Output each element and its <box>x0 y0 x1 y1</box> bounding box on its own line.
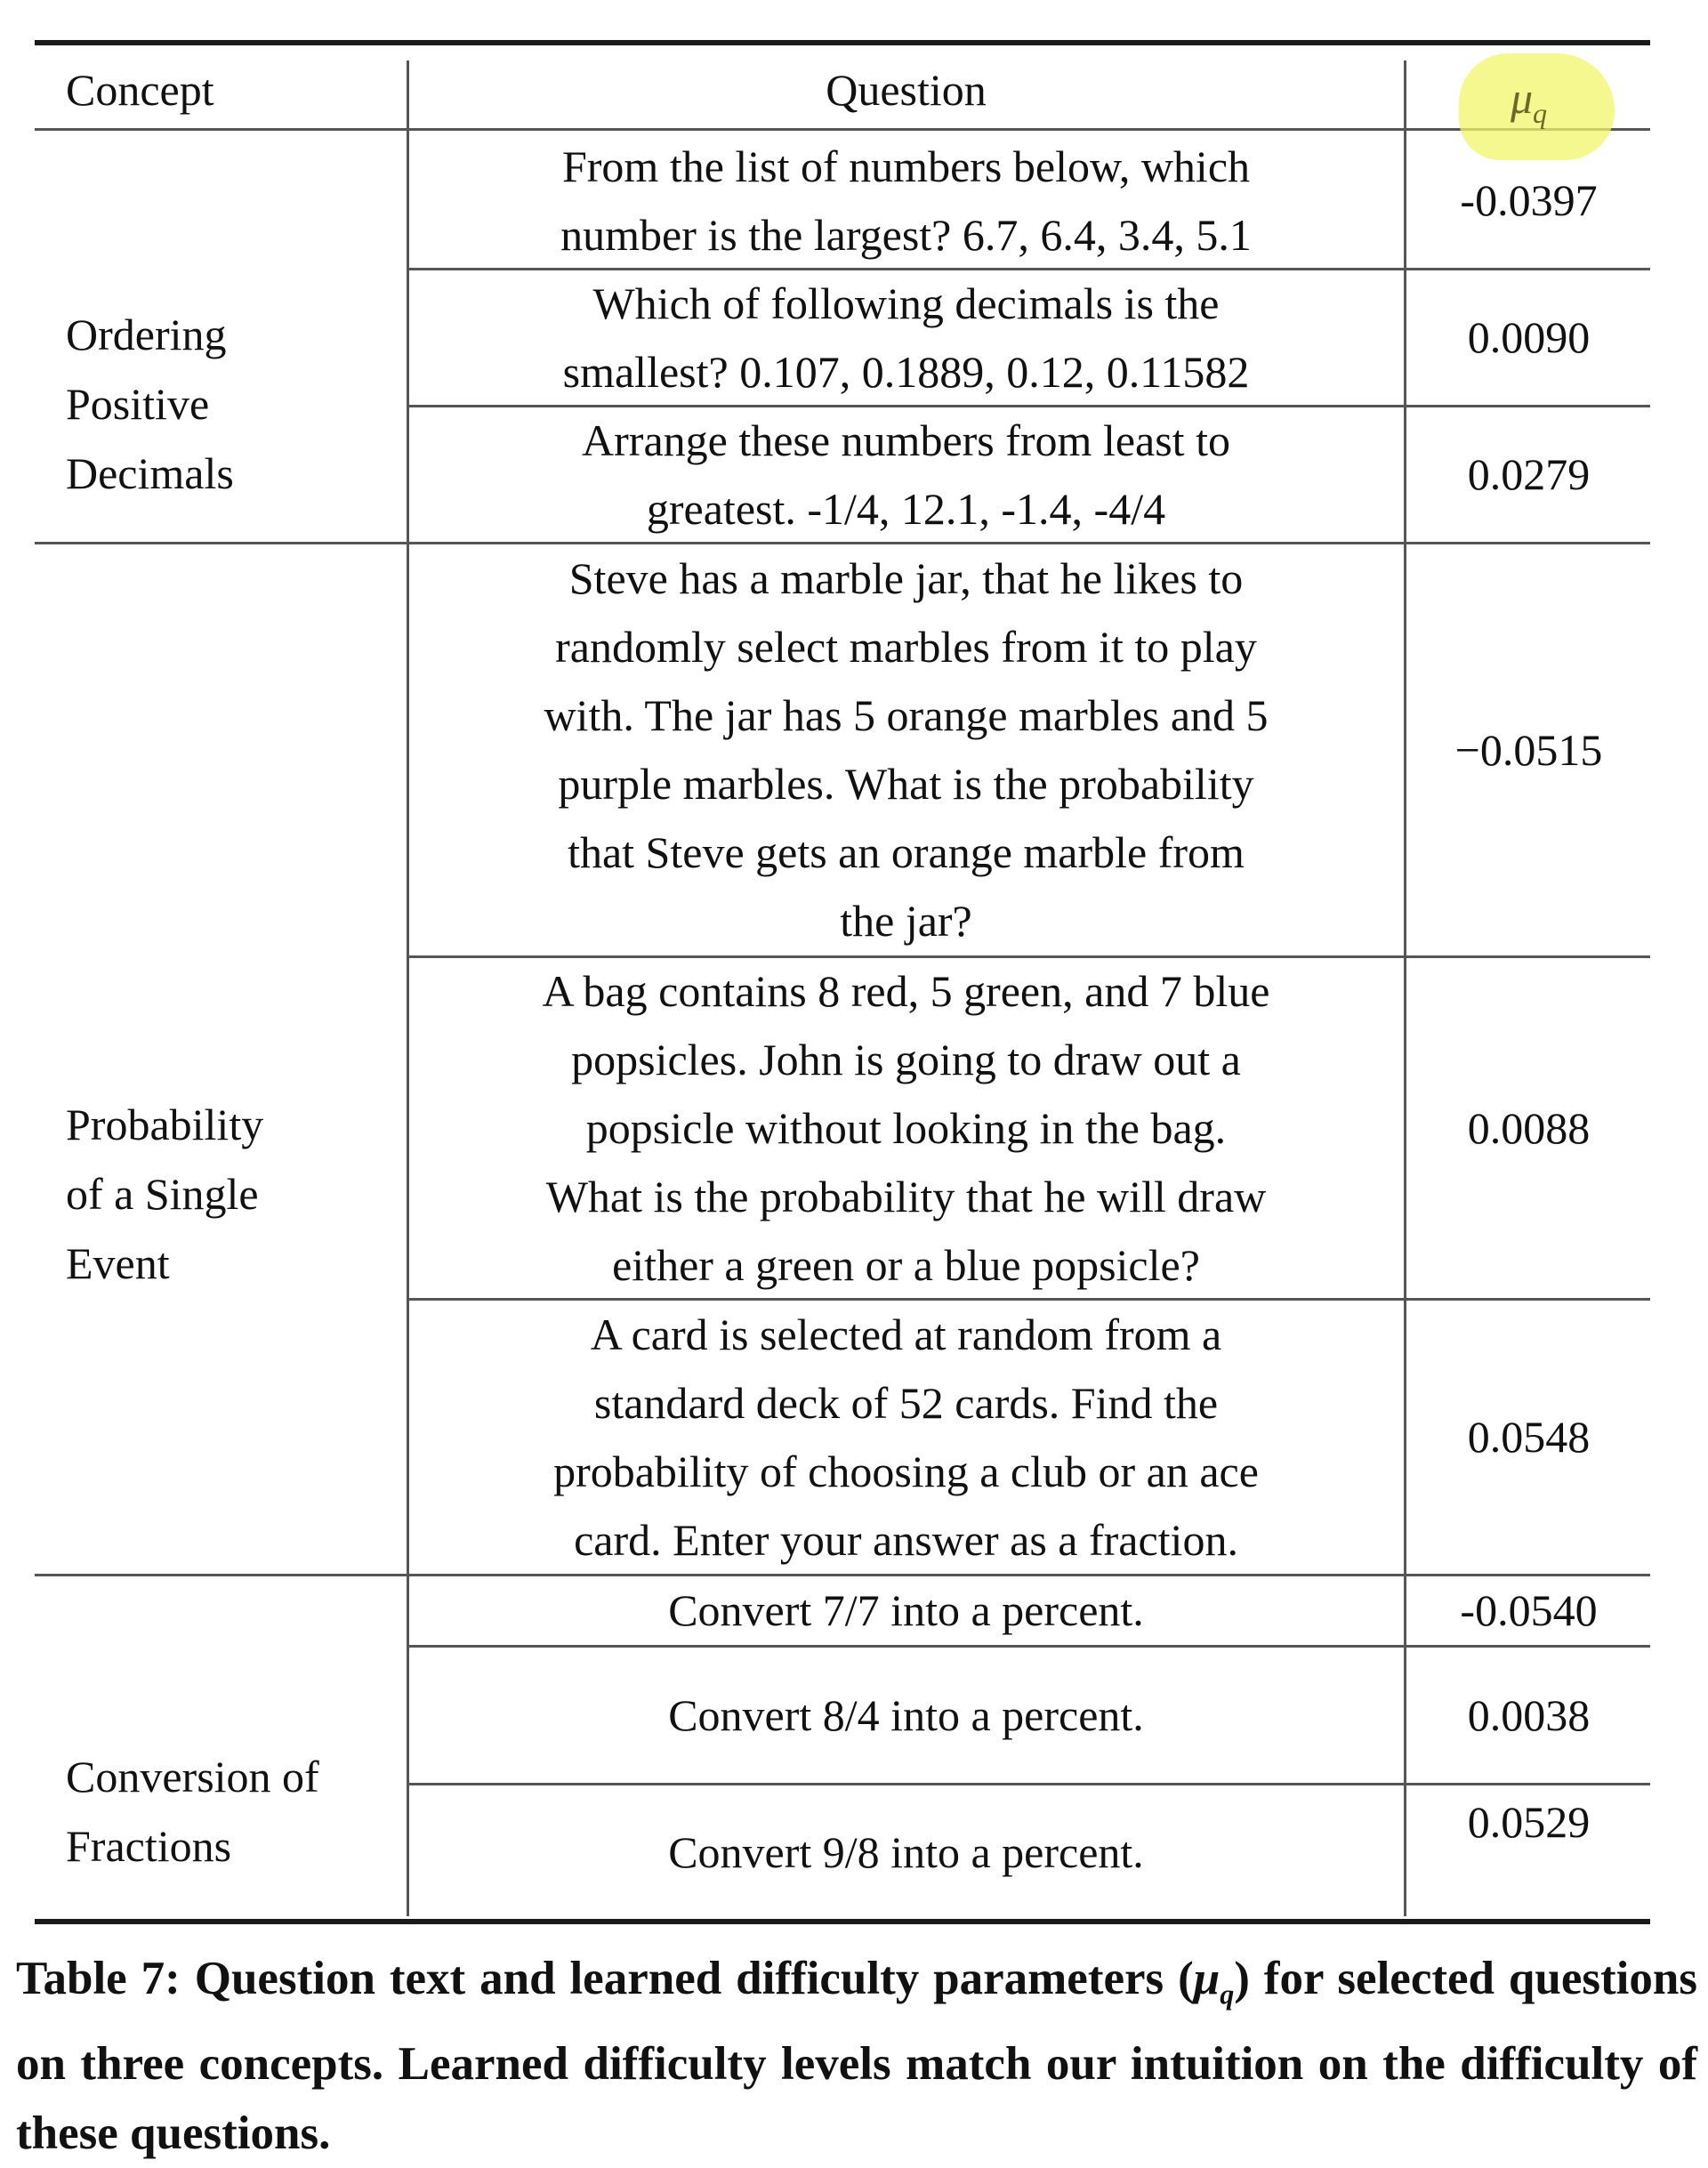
question-cell <box>410 1648 1402 1783</box>
question-line: popsicles. John is going to draw out a <box>571 1034 1241 1084</box>
question-line: Which of following decimals is the <box>592 278 1220 328</box>
question-line: probability of choosing a club or an ace <box>553 1446 1259 1496</box>
mu-symbol: μ <box>1510 73 1534 123</box>
caption-mu-q <box>1193 1953 1235 2011</box>
question-line: From the list of numbers below, which <box>561 141 1251 191</box>
column-divider <box>407 60 409 1916</box>
question-line: smallest? 0.107, 0.1889, 0.12, 0.11582 <box>562 346 1250 397</box>
question-cell <box>410 1301 1402 1574</box>
column-divider <box>1404 60 1406 1916</box>
mu-value: 0.0279 <box>1467 449 1591 499</box>
mu-subscript: q <box>1533 97 1548 129</box>
mu-value: 0.0090 <box>1467 312 1591 362</box>
question-cell <box>410 958 1402 1298</box>
top-rule <box>35 40 1650 45</box>
question-line: that Steve gets an orange marble from <box>568 827 1245 877</box>
table-caption <box>16 1944 1697 2168</box>
concept-line: of a Single <box>66 1169 259 1219</box>
question-line: Arrange these numbers from least to <box>582 415 1230 465</box>
mu-value: -0.0397 <box>1460 175 1598 225</box>
mu-value: -0.0540 <box>1460 1585 1598 1635</box>
concept-line: Probability <box>66 1100 264 1149</box>
mu-value: 0.0529 <box>1467 1797 1591 1847</box>
question-line: greatest. -1/4, 12.1, -1.4, -4/4 <box>646 483 1166 534</box>
question-line: purple marbles. What is the probability <box>558 759 1254 809</box>
question-line: randomly select marbles from it to play <box>555 622 1257 672</box>
mu-value: 0.0038 <box>1467 1689 1591 1740</box>
concept-label <box>66 1742 319 1881</box>
header-question: Question <box>826 65 987 115</box>
concept-line: Positive <box>66 379 210 429</box>
caption-text: Question text and learned difficulty parameters ( <box>180 1953 1194 2004</box>
question-cell <box>410 1785 1402 1919</box>
concept-line: Fractions <box>66 1821 232 1871</box>
question-line: number is the largest? 6.7, 6.4, 3.4, 5.1 <box>560 209 1252 260</box>
question-cell <box>410 133 1402 268</box>
bottom-rule <box>35 1919 1650 1924</box>
question-line: popsicle without looking in the bag. <box>585 1102 1227 1153</box>
question-line: either a green or a blue popsicle? <box>612 1239 1200 1290</box>
question-line: card. Enter your answer as a fraction. <box>574 1514 1238 1565</box>
concept-label <box>66 300 234 508</box>
question-line: standard deck of 52 cards. Find the <box>593 1377 1219 1428</box>
header-concept: Concept <box>66 65 214 115</box>
question-line: with. The jar has 5 orange marbles and 5 <box>544 690 1269 740</box>
question-line: Steve has a marble jar, that he likes to <box>568 553 1244 603</box>
question-line: What is the probability that he will draw <box>545 1171 1267 1221</box>
caption-text-cont: ) for selected questions on three concepts. Learned difficulty levels match our intuition on the difficulty of these questions. <box>16 1953 1697 2159</box>
concept-line: Event <box>66 1238 170 1288</box>
question-cell <box>410 407 1402 542</box>
question-cell <box>410 544 1402 955</box>
header-mu-q <box>1407 71 1650 140</box>
concept-line: Decimals <box>66 448 234 498</box>
concept-label <box>66 1090 263 1298</box>
mu-value: 0.0548 <box>1467 1412 1591 1462</box>
mu-value: 0.0088 <box>1467 1102 1591 1153</box>
caption-label: Table 7: <box>16 1953 181 2004</box>
mu-value: −0.0515 <box>1454 724 1603 775</box>
concept-line: Ordering <box>66 310 227 359</box>
concept-line: Conversion of <box>66 1752 319 1801</box>
mu-symbol: μ <box>1193 1953 1221 2004</box>
question-line: Convert 8/4 into a percent. <box>668 1689 1144 1740</box>
question-line: Convert 7/7 into a percent. <box>668 1585 1144 1635</box>
question-cell <box>410 270 1402 405</box>
question-line: A bag contains 8 red, 5 green, and 7 blue <box>542 965 1270 1016</box>
question-line: A card is selected at random from a <box>590 1309 1222 1359</box>
question-cell <box>410 1576 1402 1645</box>
mu-subscript: q <box>1220 1978 1235 2011</box>
question-line: the jar? <box>840 896 972 946</box>
question-line: Convert 9/8 into a percent. <box>668 1826 1144 1877</box>
